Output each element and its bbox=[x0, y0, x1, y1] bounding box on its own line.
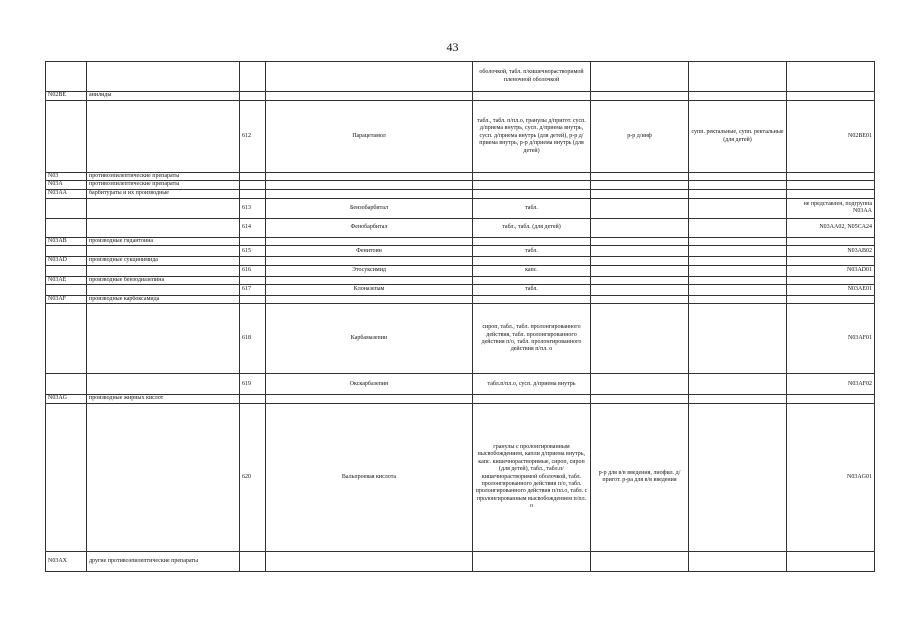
atc-group-name: противоэпилептические препараты bbox=[87, 181, 240, 189]
table-row bbox=[46, 62, 875, 92]
drug-name bbox=[266, 181, 473, 189]
table-row bbox=[46, 173, 875, 181]
drug-name bbox=[266, 189, 473, 198]
table-row bbox=[46, 257, 875, 265]
atc-group-name bbox=[87, 246, 240, 257]
atc-code: не представлен, подгруппа N03AA bbox=[787, 198, 875, 218]
atc-code bbox=[787, 181, 875, 189]
other-forms bbox=[591, 246, 689, 257]
dosage-forms bbox=[473, 237, 591, 245]
atc-group-code: N03 bbox=[46, 173, 87, 181]
additional-forms bbox=[689, 237, 787, 245]
table-row bbox=[46, 181, 875, 189]
dosage-forms: табл.п/пл.о, сусп. д/приема внутрь bbox=[473, 374, 591, 395]
other-forms bbox=[591, 276, 689, 284]
atc-group-name: противоэпилептические препараты bbox=[87, 173, 240, 181]
item-number: 614 bbox=[240, 218, 266, 237]
dosage-forms bbox=[473, 173, 591, 181]
item-number bbox=[240, 181, 266, 189]
additional-forms bbox=[689, 173, 787, 181]
atc-group-code: N03AX bbox=[46, 551, 87, 571]
atc-code bbox=[787, 237, 875, 245]
drug-name: Фенобарбитал bbox=[266, 218, 473, 237]
drug-name bbox=[266, 173, 473, 181]
drug-name: Этосуксимид bbox=[266, 265, 473, 276]
table-row bbox=[46, 395, 875, 403]
atc-code: N02BE01 bbox=[787, 101, 875, 173]
atc-group-code bbox=[46, 265, 87, 276]
table-row bbox=[46, 296, 875, 304]
dosage-forms bbox=[473, 296, 591, 304]
drug-name bbox=[266, 62, 473, 92]
atc-group-name: производные гидантоина bbox=[87, 237, 240, 245]
additional-forms bbox=[689, 395, 787, 403]
atc-group-code: N03A bbox=[46, 181, 87, 189]
item-number bbox=[240, 237, 266, 245]
item-number: 616 bbox=[240, 265, 266, 276]
table-row bbox=[46, 218, 875, 237]
atc-group-name: другие противоэпилептические препараты bbox=[87, 551, 240, 571]
dosage-forms bbox=[473, 92, 591, 101]
additional-forms bbox=[689, 92, 787, 101]
dosage-forms: табл., табл. п/пл.о, гранулы д/пригот. сусп. д/приема внутрь, сусп. д/приема внутрь, сусп. д/приема внутрь (для детей), р-р д/приема внутрь, р-р д/приема внутрь (для детей) bbox=[473, 101, 591, 173]
atc-group-code bbox=[46, 218, 87, 237]
dosage-forms: табл. bbox=[473, 285, 591, 296]
additional-forms bbox=[689, 62, 787, 92]
item-number bbox=[240, 276, 266, 284]
other-forms bbox=[591, 181, 689, 189]
dosage-forms: табл. bbox=[473, 246, 591, 257]
atc-group-name: производные бензодиазепина bbox=[87, 276, 240, 284]
table-row bbox=[46, 265, 875, 276]
atc-group-code: N03AA bbox=[46, 189, 87, 198]
atc-group-name: производные карбоксамида bbox=[87, 296, 240, 304]
drug-name bbox=[266, 276, 473, 284]
additional-forms bbox=[689, 181, 787, 189]
additional-forms bbox=[689, 304, 787, 374]
atc-group-code: N03AF bbox=[46, 296, 87, 304]
table-row bbox=[46, 374, 875, 395]
other-forms: р-р для в/в введения, лиофил. д/пригот. р-ра для в/в введения bbox=[591, 403, 689, 551]
dosage-forms: табл., табл. (для детей) bbox=[473, 218, 591, 237]
dosage-forms bbox=[473, 276, 591, 284]
other-forms: р-р д/инф bbox=[591, 101, 689, 173]
additional-forms bbox=[689, 276, 787, 284]
atc-group-code: N02BE bbox=[46, 92, 87, 101]
other-forms bbox=[591, 198, 689, 218]
atc-code: N03AG01 bbox=[787, 403, 875, 551]
table-row bbox=[46, 246, 875, 257]
atc-code bbox=[787, 92, 875, 101]
table-row bbox=[46, 101, 875, 173]
atc-group-code: N03AD bbox=[46, 257, 87, 265]
other-forms bbox=[591, 218, 689, 237]
atc-group-name bbox=[87, 101, 240, 173]
additional-forms bbox=[689, 296, 787, 304]
atc-group-name: анилиды bbox=[87, 92, 240, 101]
other-forms bbox=[591, 189, 689, 198]
item-number bbox=[240, 92, 266, 101]
atc-group-name bbox=[87, 198, 240, 218]
other-forms bbox=[591, 237, 689, 245]
item-number: 618 bbox=[240, 304, 266, 374]
other-forms bbox=[591, 92, 689, 101]
item-number bbox=[240, 173, 266, 181]
atc-group-name bbox=[87, 285, 240, 296]
drug-name: Вальпроевая кислота bbox=[266, 403, 473, 551]
atc-group-code bbox=[46, 403, 87, 551]
dosage-forms: сироп, табл., табл. пролонгированного действия, табл. пролонгированного действия п/о, табл. пролонгированного действия п/пл. о bbox=[473, 304, 591, 374]
other-forms bbox=[591, 296, 689, 304]
atc-group-code bbox=[46, 374, 87, 395]
additional-forms bbox=[689, 551, 787, 571]
atc-group-code: N03AB bbox=[46, 237, 87, 245]
atc-code bbox=[787, 296, 875, 304]
atc-group-code bbox=[46, 304, 87, 374]
additional-forms bbox=[689, 374, 787, 395]
atc-group-code bbox=[46, 198, 87, 218]
item-number bbox=[240, 189, 266, 198]
item-number: 617 bbox=[240, 285, 266, 296]
atc-code: N03AE01 bbox=[787, 285, 875, 296]
dosage-forms: гранулы с пролонгированным высвобождением, капли д/приема внутрь, капс. кишечнорастворимые, сироп, сироп (для детей), табл., табл.п/кишечнорастворимой оболочкой, табл. пролонгированного действия п/о, табл. пролонгированного действия п/пл.о, табл. с пролонгированным высвобождением п/пл. о bbox=[473, 403, 591, 551]
drug-name: Окскарбазепин bbox=[266, 374, 473, 395]
additional-forms bbox=[689, 257, 787, 265]
atc-code: N03AB02 bbox=[787, 246, 875, 257]
other-forms bbox=[591, 374, 689, 395]
atc-code bbox=[787, 62, 875, 92]
other-forms bbox=[591, 62, 689, 92]
atc-group-name bbox=[87, 403, 240, 551]
additional-forms bbox=[689, 218, 787, 237]
atc-code bbox=[787, 189, 875, 198]
atc-code: N03AF02 bbox=[787, 374, 875, 395]
additional-forms: супп. ректальные, супп. ректальные (для детей) bbox=[689, 101, 787, 173]
drug-name bbox=[266, 395, 473, 403]
dosage-forms: капс. bbox=[473, 265, 591, 276]
item-number: 620 bbox=[240, 403, 266, 551]
drug-name: Бензобарбитал bbox=[266, 198, 473, 218]
atc-code bbox=[787, 395, 875, 403]
additional-forms bbox=[689, 189, 787, 198]
item-number: 613 bbox=[240, 198, 266, 218]
atc-code bbox=[787, 173, 875, 181]
drug-name bbox=[266, 92, 473, 101]
drug-list-table bbox=[45, 61, 875, 572]
atc-code: N03AD01 bbox=[787, 265, 875, 276]
other-forms bbox=[591, 551, 689, 571]
other-forms bbox=[591, 257, 689, 265]
item-number bbox=[240, 395, 266, 403]
other-forms bbox=[591, 173, 689, 181]
atc-group-code bbox=[46, 62, 87, 92]
additional-forms bbox=[689, 285, 787, 296]
table-row bbox=[46, 92, 875, 101]
item-number: 612 bbox=[240, 101, 266, 173]
table-row bbox=[46, 189, 875, 198]
atc-group-name: производные сукцинимида bbox=[87, 257, 240, 265]
atc-code bbox=[787, 257, 875, 265]
item-number bbox=[240, 257, 266, 265]
other-forms bbox=[591, 304, 689, 374]
atc-group-name bbox=[87, 374, 240, 395]
dosage-forms: табл. bbox=[473, 198, 591, 218]
atc-group-name bbox=[87, 218, 240, 237]
drug-name bbox=[266, 296, 473, 304]
dosage-forms bbox=[473, 189, 591, 198]
atc-code bbox=[787, 276, 875, 284]
dosage-forms bbox=[473, 395, 591, 403]
item-number: 615 bbox=[240, 246, 266, 257]
dosage-forms bbox=[473, 257, 591, 265]
table-row bbox=[46, 276, 875, 284]
atc-group-name bbox=[87, 62, 240, 92]
table-row bbox=[46, 198, 875, 218]
table-row bbox=[46, 551, 875, 571]
atc-group-name: барбитураты и их производные bbox=[87, 189, 240, 198]
atc-group-code bbox=[46, 285, 87, 296]
atc-group-name bbox=[87, 265, 240, 276]
other-forms bbox=[591, 395, 689, 403]
atc-code: N03AF01 bbox=[787, 304, 875, 374]
atc-group-code: N03AG bbox=[46, 395, 87, 403]
item-number: 619 bbox=[240, 374, 266, 395]
other-forms bbox=[591, 265, 689, 276]
item-number bbox=[240, 62, 266, 92]
atc-code: N03AA02, N05CA24 bbox=[787, 218, 875, 237]
table-body bbox=[46, 62, 875, 572]
additional-forms bbox=[689, 265, 787, 276]
drug-name bbox=[266, 237, 473, 245]
drug-name bbox=[266, 257, 473, 265]
additional-forms bbox=[689, 403, 787, 551]
other-forms bbox=[591, 285, 689, 296]
dosage-forms bbox=[473, 181, 591, 189]
page-number: 43 bbox=[446, 40, 459, 54]
dosage-forms bbox=[473, 551, 591, 571]
item-number bbox=[240, 296, 266, 304]
drug-name: Клоназепам bbox=[266, 285, 473, 296]
table-row bbox=[46, 304, 875, 374]
additional-forms bbox=[689, 198, 787, 218]
dosage-forms: оболочкой, табл. п/кишечнорастворимой пленочной оболочкой bbox=[473, 62, 591, 92]
atc-code bbox=[787, 551, 875, 571]
item-number bbox=[240, 551, 266, 571]
table-row bbox=[46, 285, 875, 296]
table-row bbox=[46, 237, 875, 245]
atc-group-code: N03AE bbox=[46, 276, 87, 284]
table-row bbox=[46, 403, 875, 551]
additional-forms bbox=[689, 246, 787, 257]
atc-group-code bbox=[46, 246, 87, 257]
drug-name bbox=[266, 551, 473, 571]
atc-group-name bbox=[87, 304, 240, 374]
atc-group-name: производные жирных кислот bbox=[87, 395, 240, 403]
atc-group-code bbox=[46, 101, 87, 173]
drug-name: Фенитоин bbox=[266, 246, 473, 257]
drug-name: Парацетамол bbox=[266, 101, 473, 173]
drug-name: Карбамазепин bbox=[266, 304, 473, 374]
